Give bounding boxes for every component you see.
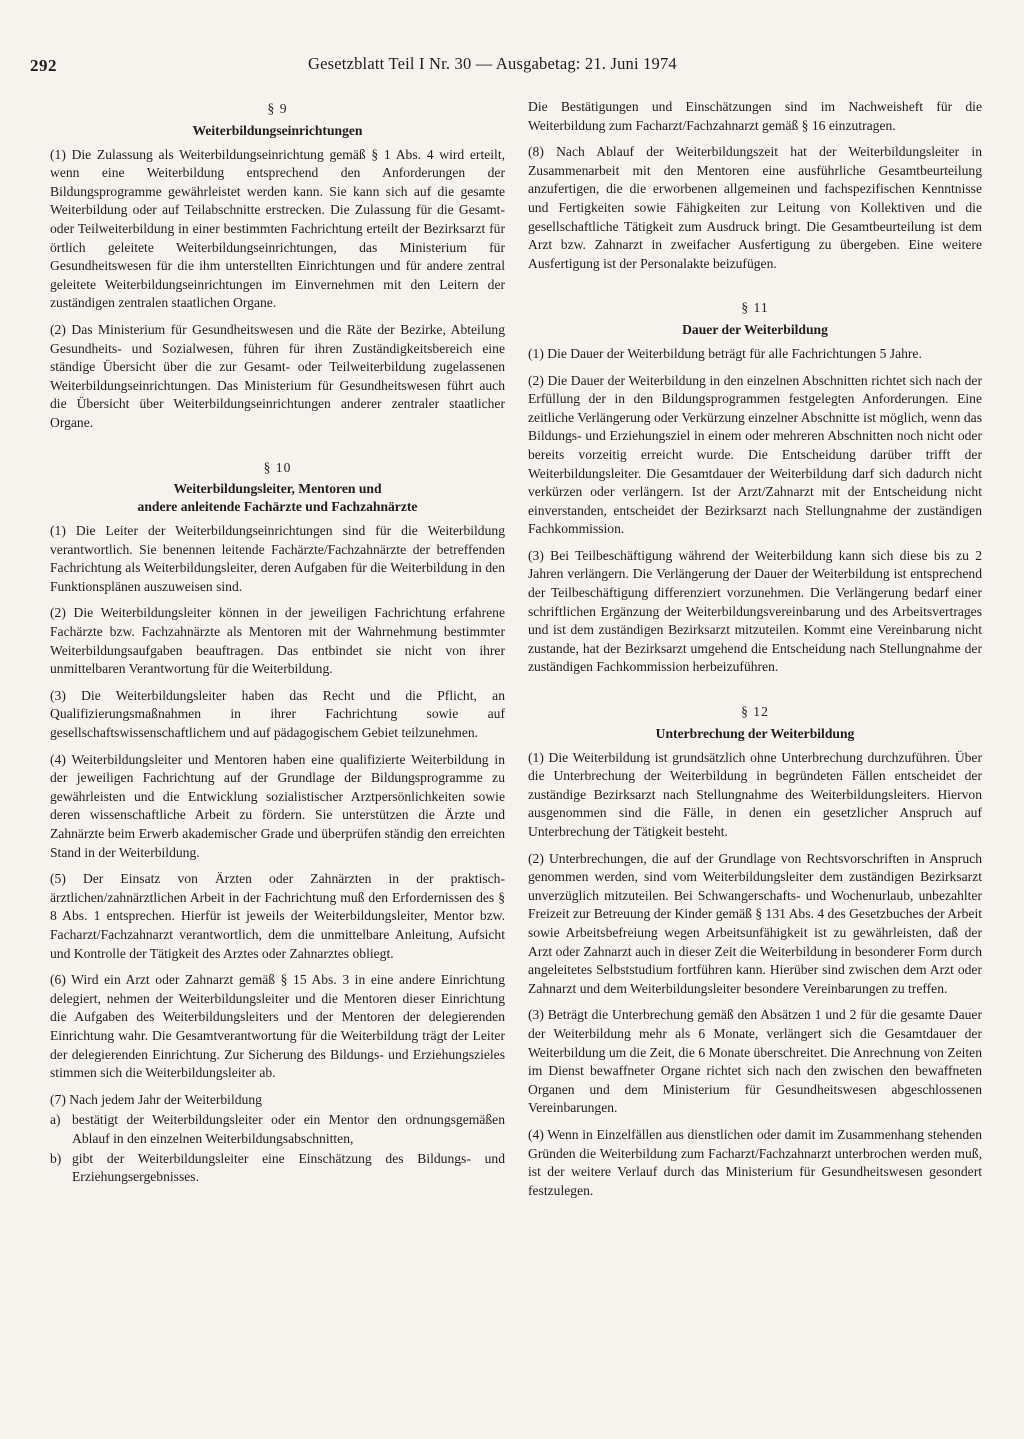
section-9-paragraph-2: (2) Das Ministerium für Gesundheitswesen und die Räte der Bezirke, Abteilung Gesundheits- und Sozialwesen, führen für ihren Zuständigkeitsbereich eine ständige Übersicht über die zur Gesamt- oder Teilweiterbildung zugelassenen Weiterbildungseinrichtungen. Das Ministerium für Gesundheitswesen führt auch die Übersicht über Weiterbildungseinrichtungen anderer zentraler staatlicher Organe. [50,321,505,430]
section-10-paragraph-1: (1) Die Leiter der Weiterbildungseinrichtungen sind für die Weiterbildung verantwortlich. Sie benennen leitende Fachärzte/Fachzahnärzte der betreffenden Fachrichtung als Weiterbildungsleiter, deren Aufgaben für die Weiterbildung in den Funktionsplänen auszuweisen sind. [50,523,505,594]
section-10-paragraph-8: (8) Nach Ablauf der Weiterbildungszeit hat der Weiterbildungsleiter in Zusammenarbeit mit den Mentoren eine ausführliche Gesamtbeurteilung anzufertigen, die die erworbenen allgemeinen und fachspezifischen Kenntnisse und Fertigkeiten sowie Fähigkeiten zur Leitung von Kollektiven und die gesellschaftliche Tätigkeit zum Ausdruck bringt. Die Gesamtbeurteilung ist dem Arzt bzw. Zahnarzt in zweifacher Ausfertigung zu übergeben. Eine weitere Ausfertigung ist der Personalakte beizufügen. [528,144,982,271]
list-item [50,1150,505,1187]
section-10-title [50,480,505,516]
list-item-label: a) [50,1112,61,1128]
section-10-paragraph-6: (6) Wird ein Arzt oder Zahnarzt gemäß § 15 Abs. 3 in eine andere Einrichtung delegiert, nehmen der Weiterbildungsleiter und die Mentoren dieser Einrichtung die Aufgaben des Weiterbildungsleiters und der Mentoren der delegierenden Einrichtung wahr. Die Gesamtverantwortung für die Weiterbildung trägt der Leiter der delegierenden Einrichtung. Zur Sicherung des Bildungs- und Erziehungszieles stimmen sich die Weiterbildungsleiter ab. [50,972,505,1081]
section-11-paragraph-1: (1) Die Dauer der Weiterbildung beträgt für alle Fachrichtungen 5 Jahre. [528,345,922,361]
list-item-label: b) [50,1150,62,1166]
section-10-paragraph-2: (2) Die Weiterbildungsleiter können in der jeweiligen Fachrichtung erfahrene Fachärzte bzw. Fachzahnärzte als Mentoren mit der Wahrnehmung bestimmter Weiterbildungsaufgaben beauftragen. Das entbindet sie nicht von ihrer unmittelbaren Verantwortung für die Weiterbildung. [50,605,505,677]
right-column [528,98,982,1208]
left-column [50,98,505,1188]
section-11-number: § 11 [741,300,769,316]
section-11-paragraph-3: (3) Bei Teilbeschäftigung während der Weiterbildung kann sich diese bis zu 2 Jahren verlängern. Die Verlängerung der Dauer der Weiterbildung ist entsprechend der Teilbeschäftigung differenziert vorzunehmen. Die Verlängerung bedarf einer schriftlichen Ergänzung der Weiterbildungsvereinbarung und des Arbeitsvertrages und ist dem zuständigen Bezirksarzt mitzuteilen. Kommt eine Vereinbarung nicht zustande, hat der Bezirksarzt umgehend die Entscheidung nach Stellungnahme der zuständigen Fachkommission herbeizuführen. [528,547,982,675]
section-10-paragraph-7-end: Die Bestätigungen und Einschätzungen sind im Nachweisheft für die Weiterbildung zum Facharzt/Fachzahnarzt gemäß § 16 einzutragen. [528,99,982,133]
page-number: 292 [30,56,57,75]
section-10-paragraph-7-intro: (7) Nach jedem Jahr der Weiterbildung [50,1091,262,1107]
section-10-title-line-1: Weiterbildungsleiter, Mentoren und [173,481,382,497]
list-item [50,1111,505,1148]
section-12-number: § 12 [741,704,769,720]
section-12-paragraph-1: (1) Die Weiterbildung ist grundsätzlich ohne Unterbrechung durchzuführen. Über die Unterbrechung der Weiterbildung in begründeten Fällen entscheidet der zuständige Bezirksarzt nach Stellungnahme des Weiterbildungsleiters. Hiervon ausgenommen sind die Fälle, in denen ein gesetzlicher Anspruch auf Unterbrechung der Tätigkeit besteht. [528,749,982,839]
section-12-title: Unterbrechung der Weiterbildung [655,725,855,741]
page-header [28,52,998,82]
section-12-paragraph-2: (2) Unterbrechungen, die auf der Grundlage von Rechtsvorschriften in Anspruch genommen werden, sind vom Weiterbildungsleiter dem zuständigen Bezirksarzt unverzüglich mitzuteilen. Bei Schwangerschafts- und Wochenurlaub, unbezahlter Freizeit zur Betreuung der Kinder gemäß § 131 Abs. 4 des Gesetzbuches der Arbeit sowie Arbeitsbefreiung wegen Arbeitsunfähigkeit ist zu gewährleisten, daß der Arzt oder Zahnarzt auch in dieser Zeit die Weiterbildung in besonderer Form durch angeleitetes Selbststudium fortführen kann. Hierüber sind zwischen dem Arzt oder Zahnarzt und dem Weiterbildungsleiter besondere Vereinbarungen zu treffen. [528,850,982,996]
section-11-paragraph-2: (2) Die Dauer der Weiterbildung in den einzelnen Abschnitten richtet sich nach der Erfüllung der in den Bildungsprogrammen festgelegten Anforderungen. Eine zeitliche Verlängerung oder Verkürzung einzelner Abschnitte ist möglich, wenn das Bildungs- und Erziehungsziel in einem oder mehreren Abschnitten noch nicht oder bereits vorzeitig erreicht wurde. Die Entscheidung darüber trifft der Weiterbildungsleiter. Die Gesamtdauer der Weiterbildung darf sich dadurch nicht verkürzen oder verlängern. Ist der Arzt/Zahnarzt mit der Entscheidung nicht einverstanden, entscheidet der Bezirksarzt nach Stellungnahme der zuständigen Fachkommission. [528,372,982,537]
section-10-paragraph-4: (4) Weiterbildungsleiter und Mentoren haben eine qualifizierte Weiterbildung in der jeweiligen Fachrichtung auf der Grundlage der Bildungsprogramme zu gewährleisten und die Entwicklung sozialistischer Arztpersönlichkeiten sowie deren wissenschaftliche Arbeit zu fördern. Sie unterstützen die Ärzte und Zahnärzte beim Erwerb akademischer Grade und überprüfen ständig den erreichten Stand in der Weiterbildung. [50,751,505,860]
list-item-text: bestätigt der Weiterbildungsleiter oder ein Mentor den ordnungsgemäßen Ablauf in den einzelnen Weiterbildungsabschnitten, [72,1112,505,1146]
section-9-title: Weiterbildungseinrichtungen [192,122,363,138]
section-9-paragraph-1: (1) Die Zulassung als Weiterbildungseinrichtung gemäß § 1 Abs. 4 wird erteilt, wenn eine Weiterbildung entsprechend den Anforderungen der Bildungsprogramme gewährleistet werden kann. Sie kann sich auf die gesamte Weiterbildung oder auf Teilabschnitte erstrecken. Die Zulassung für die Gesamt- oder Teilweiterbildung in einer bestimmten Fachrichtung erteilt der Bezirksarzt für örtlich geleitete Weiterbildungseinrichtungen, das Ministerium für Gesundheitswesen für die ihm unterstellten Einrichtungen und für andere zentral geleitete Weiterbildungseinrichtungen im Einvernehmen mit den Leitern der zuständigen zentralen staatlichen Organe. [50,146,505,311]
section-12-paragraph-3: (3) Beträgt die Unterbrechung gemäß den Absätzen 1 und 2 für die gesamte Dauer der Weiterbildung mehr als 6 Monate, verlängert sich die Gesamtdauer der Weiterbildung um die Zeit, die 6 Monate überschreitet. Die Anrechnung von Zeiten im Dienst bewaffneter Organe richtet sich nach den zwischen den bewaffneten Organen und dem Ministerium für Gesundheitswesen abgeschlossenen Vereinbarungen. [528,1007,982,1116]
section-10-paragraph-5: (5) Der Einsatz von Ärzten oder Zahnärzten in der praktisch-ärztlichen/zahnärztlichen Arbeit in der Fachrichtung muß den Erfordernissen des § 8 Abs. 1 entsprechen. Hierfür ist jeweils der Weiterbildungsleiter, Mentor bzw. Facharzt/Fachzahnarzt verantwortlich, dem die unmittelbare Anleitung, Aufsicht und Kontrolle der Tätigkeit des Arztes oder Zahnarztes obliegt. [50,871,505,961]
running-head: Gesetzblatt Teil I Nr. 30 — Ausgabetag: 21. Juni 1974 [308,54,677,73]
section-12-paragraph-4: (4) Wenn in Einzelfällen aus dienstlichen oder damit im Zusammenhang stehenden Gründen die Weiterbildung zum Facharzt/Fachzahnarzt unterbrochen werden muß, ist der weitere Verlauf durch das Ministerium für Gesundheitswesen gesondert festzulegen. [528,1126,982,1198]
section-11-title: Dauer der Weiterbildung [682,321,828,337]
section-10-title-line-2: andere anleitende Fachärzte und Fachzahnärzte [137,499,418,515]
list-item-text: gibt der Weiterbildungsleiter eine Einschätzung des Bildungs- und Erziehungsergebnisses. [72,1150,505,1185]
section-10-paragraph-3: (3) Die Weiterbildungsleiter haben das Recht und die Pflicht, an Qualifizierungsmaßnahmen in ihrer Fachrichtung sowie auf gesellschaftswissenschaftlichem und auf pädagogischem Gebiet teilzunehmen. [50,687,505,741]
section-10-number: § 10 [263,459,292,475]
section-9-number: § 9 [267,101,288,116]
